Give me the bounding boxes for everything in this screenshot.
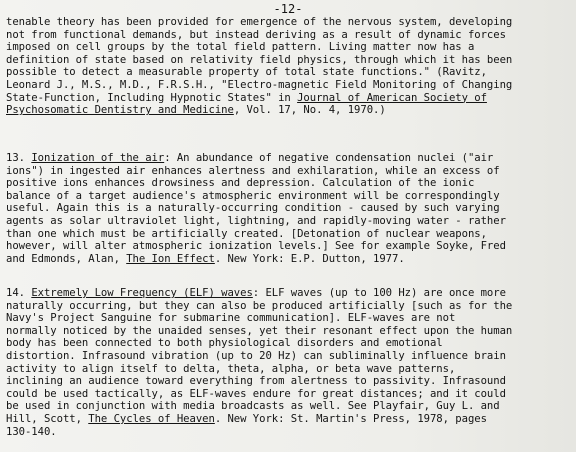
text-line: 13. Ionization of the air: An abundance of negative condensation nuclei ("air [6, 152, 494, 164]
text-line: distortion. Infrasound vibration (up to 20 Hz) can subliminally influence brain [6, 349, 506, 362]
text-line: body has been connected to both physiological disorders and emotional [6, 337, 443, 350]
text-line: 14. Extremely Low Frequency (ELF) waves: ELF waves (up to 100 Hz) are once more [6, 287, 506, 299]
text-line: Psychosomatic Dentistry and Medicine, Vol. 17, No. 4, 1970.) [6, 104, 386, 117]
text-line: not from functional demands, but instead deriving as a result of dynamic forces [6, 28, 506, 41]
intro-paragraph [6, 16, 576, 117]
item-13-ionization-paragraph [6, 152, 576, 265]
underlined-title: The Cycles of Heaven [88, 412, 215, 425]
text-line: tenable theory has been provided for emergence of the nervous system, developing [6, 16, 513, 28]
text-line: 130-140. [6, 425, 57, 438]
text-line: ions") in ingested air enhances alertness and exhilaration, while an excess of [6, 164, 500, 177]
text-line: inclining an audience toward everything from alertness to passivity. Infrasound [6, 375, 506, 388]
text-line: useful. Again this is a naturally-occurring condition - caused by such varying [6, 202, 500, 215]
text-line: than one which must be artificially created. [Detonation of nuclear weapons, [6, 227, 487, 240]
text-line: Leonard J., M.S., M.D., F.R.S.H., "Electro-magnetic Field Monitoring of Changing [6, 78, 513, 91]
page-number: -12- [273, 2, 303, 16]
text-line: possible to detect a measurable property of total state functions." (Ravitz, [6, 66, 487, 79]
text-line: agents as solar ultraviolet light, lightning, and rapidly-moving water - rather [6, 214, 506, 227]
underlined-title: Extremely Low Frequency (ELF) waves [31, 287, 253, 299]
item-14-elf-waves-paragraph [6, 287, 576, 438]
underlined-title: The Ion Effect [126, 252, 215, 265]
text-line: naturally occurring, but they can also be produced artificially [such as for the [6, 299, 513, 312]
text-line: normally noticed by the unaided senses, yet their resonant effect upon the human [6, 324, 513, 337]
underlined-title: Ionization of the air [31, 152, 165, 164]
text-line: Navy's Project Sanguine for submarine communication]. ELF-waves are not [6, 312, 456, 325]
underlined-title: Journal of American Society of [297, 91, 487, 104]
text-line: activity to align itself to delta, theta, alpha, or beta wave patterns, [6, 362, 456, 375]
text-line: however, will alter atmospheric ionization levels.] See for example Soyke, Fred [6, 240, 506, 253]
text-line: State-Function, Including Hypnotic States" in Journal of American Society of [6, 91, 487, 104]
text-line: balance of a target audience's atmospheric environment will be correspondingly [6, 189, 500, 202]
text-line: positive ions enhances drowsiness and depression. Calculation of the ionic [6, 177, 475, 190]
text-line: could be used tactically, as ELF-waves endure for great distances; and it could [6, 387, 506, 400]
text-line: and Edmonds, Alan, The Ion Effect. New York: E.P. Dutton, 1977. [6, 252, 405, 265]
text-line: definition of state based on relativity field physics, through which it has been [6, 53, 513, 66]
text-line: be used in conjunction with media broadcasts as well. See Playfair, Guy L. and [6, 400, 500, 413]
text-line: Hill, Scott, The Cycles of Heaven. New York: St. Martin's Press, 1978, pages [6, 412, 487, 425]
underlined-title: Psychosomatic Dentistry and Medicine [6, 104, 234, 117]
text-line: imposed on cell groups by the total field pattern. Living matter now has a [6, 41, 475, 54]
